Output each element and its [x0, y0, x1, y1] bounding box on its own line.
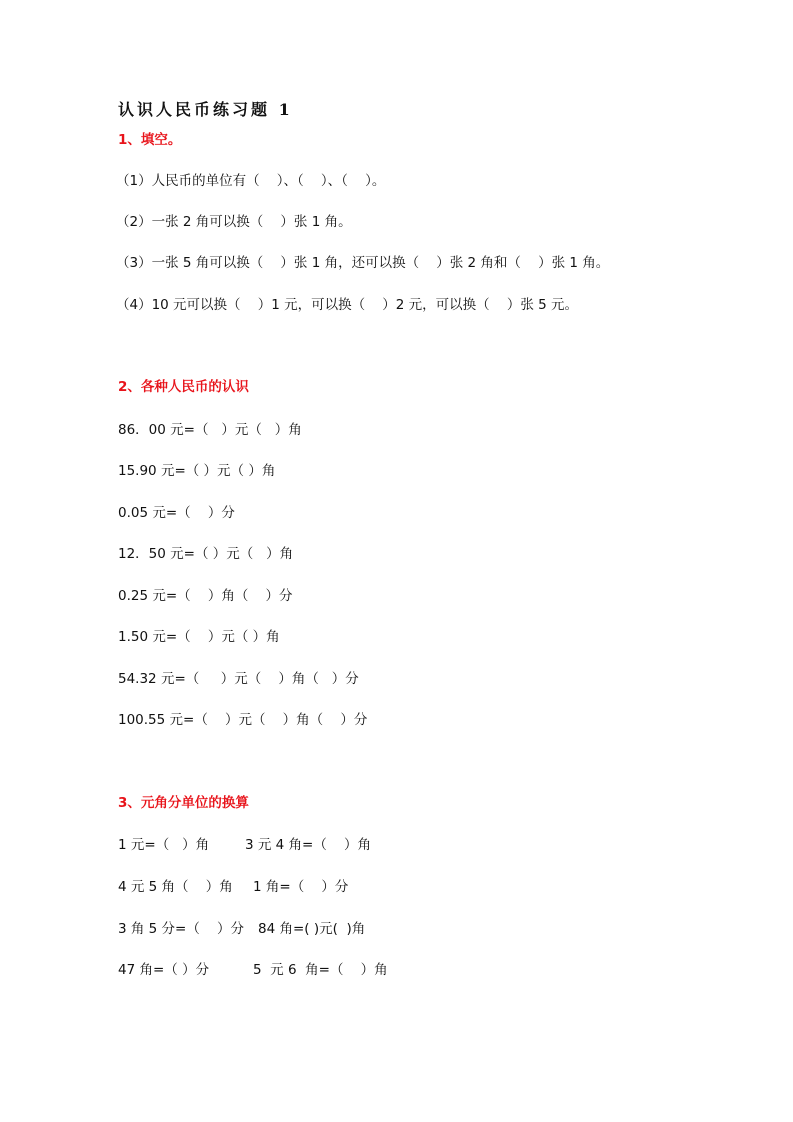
- section-3-heading: 3、元角分单位的换算: [118, 795, 249, 811]
- page-title: 认识人民币练习题 1: [118, 100, 293, 119]
- question-1-3: （3）一张 5 角可以换（ ）张 1 角，还可以换（ ）张 2 角和（ ）张 1 角。: [116, 255, 610, 271]
- question-2-7: 54.32 元=（ ）元（ ）角（ ）分: [118, 671, 359, 687]
- section-2-heading: 2、各种人民币的认识: [118, 379, 249, 395]
- question-1-4: （4）10 元可以换（ ）1 元，可以换（ ）2 元，可以换（ ）张 5 元。: [116, 297, 578, 313]
- question-3-2b: 1 角=（ ）分: [253, 879, 349, 895]
- question-3-2a: 4 元 5 角（ ）角: [118, 879, 233, 895]
- question-1-2: （2）一张 2 角可以换（ ）张 1 角。: [116, 214, 352, 230]
- question-3-4b: 5 元 6 角=（ ）角: [253, 962, 388, 978]
- question-2-2: 15.90 元=（ ）元（ ）角: [118, 463, 276, 479]
- question-2-1: 86．00 元=（ ）元（ ）角: [118, 422, 302, 438]
- question-3-3b: 84 角=( )元( )角: [258, 921, 366, 937]
- question-2-3: 0.05 元=（ ）分: [118, 505, 235, 521]
- question-3-1b: 3 元 4 角=（ ）角: [245, 837, 372, 853]
- question-2-4: 12．50 元=（ ）元（ ）角: [118, 546, 294, 562]
- question-1-1: （1）人民币的单位有（ ）、（ ）、（ ）。: [116, 173, 386, 189]
- question-2-5: 0.25 元=（ ）角（ ）分: [118, 588, 293, 604]
- question-3-4a: 47 角=（ ）分: [118, 962, 210, 978]
- section-1-heading: 1、填空。: [118, 132, 182, 148]
- question-3-1a: 1 元=（ ）角: [118, 837, 210, 853]
- question-3-3a: 3 角 5 分=（ ）分: [118, 921, 245, 937]
- question-2-8: 100.55 元=（ ）元（ ）角（ ）分: [118, 712, 368, 728]
- question-2-6: 1.50 元=（ ）元（ ）角: [118, 629, 280, 645]
